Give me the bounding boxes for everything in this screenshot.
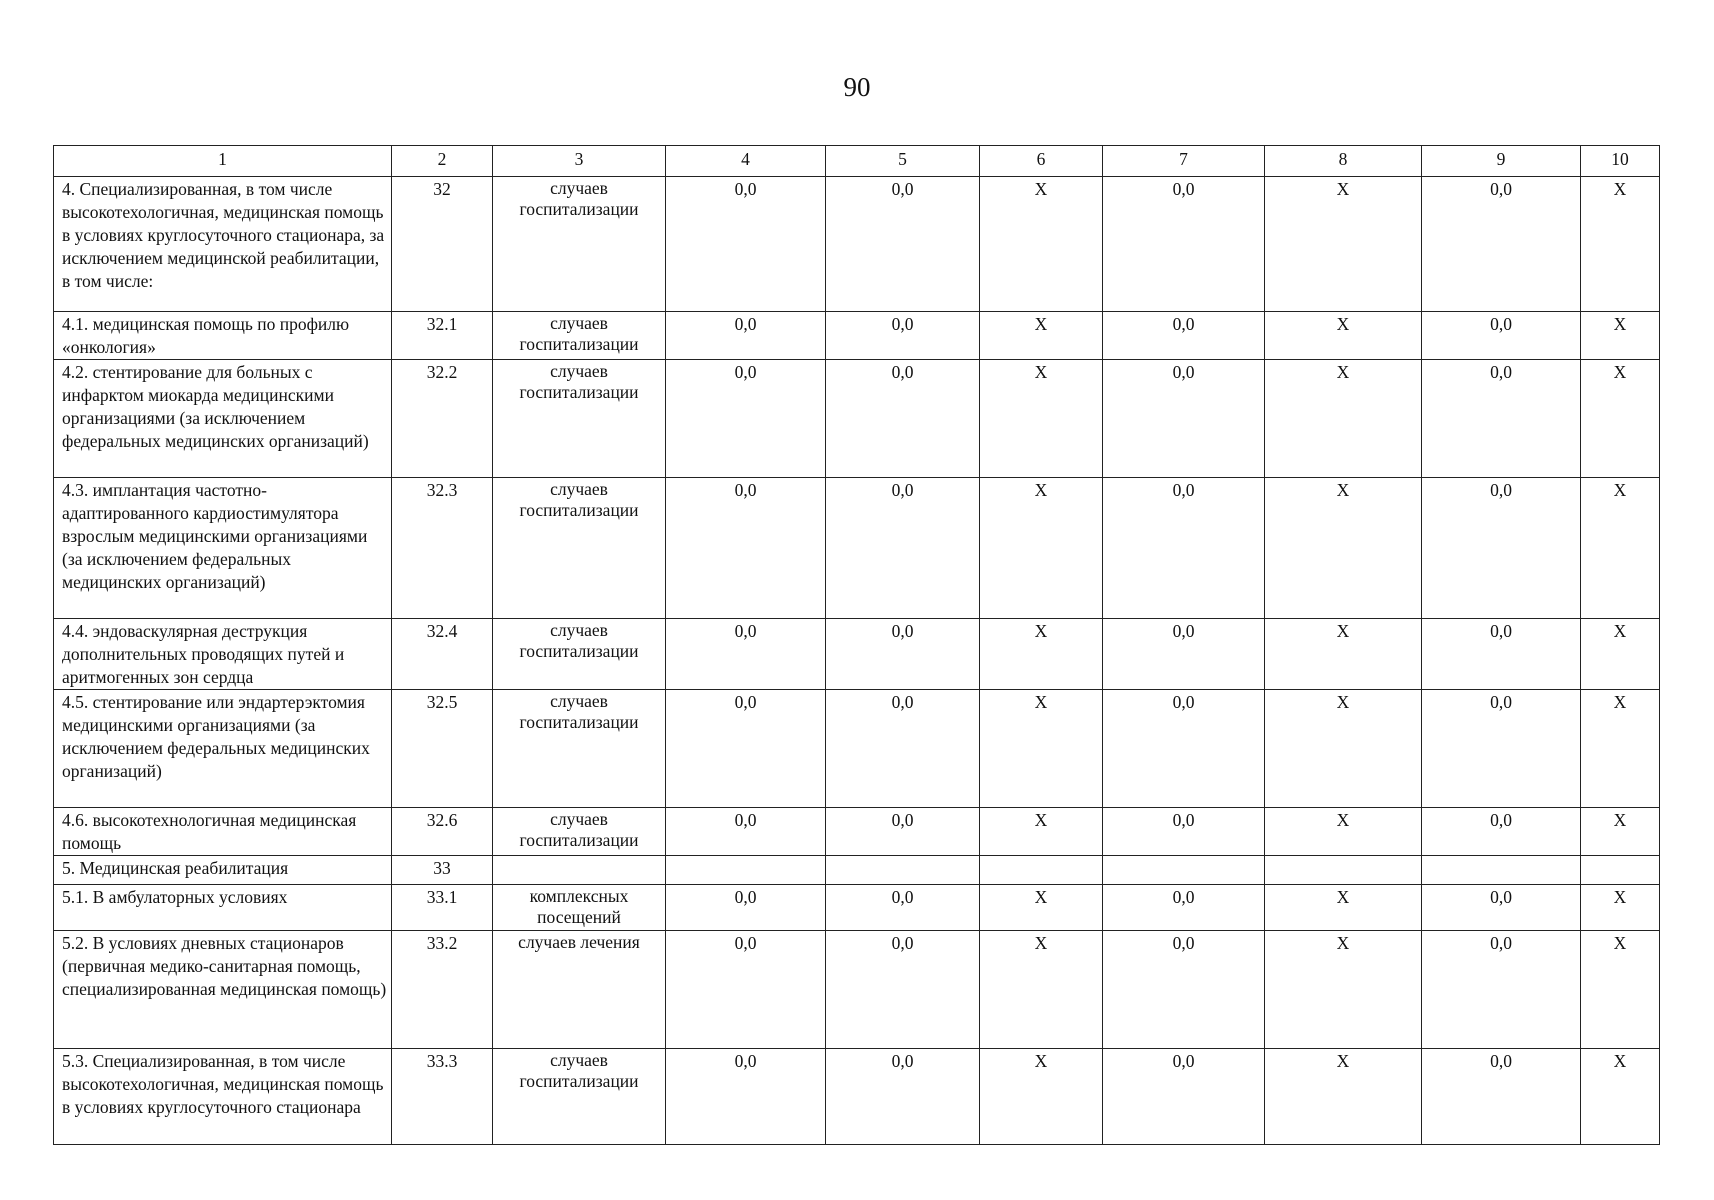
cell-col4: 0,0 — [666, 312, 826, 360]
cell-col7: 0,0 — [1103, 312, 1265, 360]
cell-col10 — [1581, 856, 1660, 885]
cell-col10: Х — [1581, 360, 1660, 478]
cell-col7: 0,0 — [1103, 885, 1265, 931]
row-name: 5.1. В амбулаторных условиях — [54, 885, 392, 931]
cell-col5: 0,0 — [826, 619, 980, 690]
cell-col8 — [1265, 856, 1422, 885]
cell-col4: 0,0 — [666, 1049, 826, 1145]
row-name: 4.3. имплантация частотно-адаптированного кардиостимулятора взрослым медицинскими организациями (за исключением федеральных медицинских организаций) — [54, 478, 392, 619]
cell-col4: 0,0 — [666, 885, 826, 931]
cell-col10: Х — [1581, 177, 1660, 312]
cell-col9: 0,0 — [1422, 808, 1581, 856]
cell-col5: 0,0 — [826, 885, 980, 931]
cell-col4: 0,0 — [666, 808, 826, 856]
cell-col5: 0,0 — [826, 1049, 980, 1145]
cell-col9: 0,0 — [1422, 360, 1581, 478]
cell-col8: Х — [1265, 360, 1422, 478]
row-name: 4.5. стентирование или эндартерэктомия медицинскими организациями (за исключением федеральных медицинских организаций) — [54, 690, 392, 808]
cell-col4: 0,0 — [666, 690, 826, 808]
cell-col7: 0,0 — [1103, 360, 1265, 478]
table-row — [54, 1049, 1660, 1145]
cell-col10: Х — [1581, 690, 1660, 808]
table-row — [54, 478, 1660, 619]
cell-col9: 0,0 — [1422, 177, 1581, 312]
table-row — [54, 177, 1660, 312]
cell-col4: 0,0 — [666, 177, 826, 312]
cell-col10: Х — [1581, 808, 1660, 856]
cell-col7: 0,0 — [1103, 808, 1265, 856]
row-unit: случаев госпитализации — [493, 312, 666, 360]
data-table — [53, 145, 1660, 1145]
cell-col7 — [1103, 856, 1265, 885]
cell-col6: Х — [980, 312, 1103, 360]
cell-col8: Х — [1265, 690, 1422, 808]
column-number: 1 — [54, 146, 392, 177]
column-number: 6 — [980, 146, 1103, 177]
cell-col7: 0,0 — [1103, 1049, 1265, 1145]
cell-col8: Х — [1265, 312, 1422, 360]
cell-col9: 0,0 — [1422, 885, 1581, 931]
table-row — [54, 690, 1660, 808]
row-unit: случаев госпитализации — [493, 808, 666, 856]
row-unit: случаев госпитализации — [493, 478, 666, 619]
row-name: 5.3. Специализированная, в том числе высокотехологичная, медицинская помощь в условиях круглосуточного стационара — [54, 1049, 392, 1145]
cell-col9: 0,0 — [1422, 619, 1581, 690]
cell-col7: 0,0 — [1103, 931, 1265, 1049]
cell-col4: 0,0 — [666, 478, 826, 619]
cell-col8: Х — [1265, 885, 1422, 931]
cell-col9 — [1422, 856, 1581, 885]
cell-col4: 0,0 — [666, 931, 826, 1049]
cell-col9: 0,0 — [1422, 312, 1581, 360]
cell-col4: 0,0 — [666, 619, 826, 690]
row-code: 33 — [392, 856, 493, 885]
cell-col4: 0,0 — [666, 360, 826, 478]
column-number: 2 — [392, 146, 493, 177]
row-unit: комплексных посещений — [493, 885, 666, 931]
row-code: 32.6 — [392, 808, 493, 856]
row-code: 32 — [392, 177, 493, 312]
cell-col7: 0,0 — [1103, 690, 1265, 808]
cell-col6 — [980, 856, 1103, 885]
row-code: 32.3 — [392, 478, 493, 619]
row-code: 32.1 — [392, 312, 493, 360]
cell-col5: 0,0 — [826, 690, 980, 808]
row-name: 5. Медицинская реабилитация — [54, 856, 392, 885]
cell-col8: Х — [1265, 1049, 1422, 1145]
cell-col4 — [666, 856, 826, 885]
row-name: 4.4. эндоваскулярная деструкция дополнительных проводящих путей и аритмогенных зон сердца — [54, 619, 392, 690]
column-number: 9 — [1422, 146, 1581, 177]
cell-col10: Х — [1581, 931, 1660, 1049]
row-name: 4.2. стентирование для больных с инфарктом миокарда медицинскими организациями (за исключением федеральных медицинских организаций) — [54, 360, 392, 478]
cell-col9: 0,0 — [1422, 690, 1581, 808]
cell-col9: 0,0 — [1422, 1049, 1581, 1145]
row-name: 4.6. высокотехнологичная медицинская помощь — [54, 808, 392, 856]
column-number: 4 — [666, 146, 826, 177]
cell-col6: Х — [980, 619, 1103, 690]
cell-col5 — [826, 856, 980, 885]
cell-col5: 0,0 — [826, 360, 980, 478]
column-number: 5 — [826, 146, 980, 177]
cell-col10: Х — [1581, 619, 1660, 690]
cell-col7: 0,0 — [1103, 619, 1265, 690]
row-code: 32.2 — [392, 360, 493, 478]
cell-col6: Х — [980, 478, 1103, 619]
table-row — [54, 856, 1660, 885]
cell-col6: Х — [980, 360, 1103, 478]
cell-col10: Х — [1581, 885, 1660, 931]
row-unit: случаев госпитализации — [493, 619, 666, 690]
cell-col6: Х — [980, 808, 1103, 856]
table-row — [54, 885, 1660, 931]
column-number: 10 — [1581, 146, 1660, 177]
cell-col8: Х — [1265, 177, 1422, 312]
cell-col6: Х — [980, 885, 1103, 931]
row-unit: случаев госпитализации — [493, 360, 666, 478]
row-code: 32.5 — [392, 690, 493, 808]
cell-col7: 0,0 — [1103, 478, 1265, 619]
cell-col10: Х — [1581, 312, 1660, 360]
row-unit: случаев госпитализации — [493, 177, 666, 312]
cell-col10: Х — [1581, 1049, 1660, 1145]
cell-col8: Х — [1265, 478, 1422, 619]
row-name: 4. Специализированная, в том числе высокотехологичная, медицинская помощь в условиях круглосуточного стационара, за исключением медицинской реабилитации, в том числе: — [54, 177, 392, 312]
column-number-row — [54, 146, 1660, 177]
cell-col8: Х — [1265, 931, 1422, 1049]
page-number: 90 — [843, 72, 871, 102]
row-unit — [493, 856, 666, 885]
row-unit: случаев госпитализации — [493, 690, 666, 808]
row-name: 5.2. В условиях дневных стационаров (первичная медико-санитарная помощь, специализированная медицинская помощь) — [54, 931, 392, 1049]
column-number: 7 — [1103, 146, 1265, 177]
table-row — [54, 619, 1660, 690]
cell-col5: 0,0 — [826, 478, 980, 619]
column-number: 8 — [1265, 146, 1422, 177]
table-row — [54, 360, 1660, 478]
column-number: 3 — [493, 146, 666, 177]
row-name: 4.1. медицинская помощь по профилю «онкология» — [54, 312, 392, 360]
cell-col5: 0,0 — [826, 312, 980, 360]
cell-col6: Х — [980, 177, 1103, 312]
row-code: 33.2 — [392, 931, 493, 1049]
table-row — [54, 312, 1660, 360]
cell-col5: 0,0 — [826, 808, 980, 856]
cell-col8: Х — [1265, 808, 1422, 856]
table-row — [54, 808, 1660, 856]
cell-col5: 0,0 — [826, 931, 980, 1049]
table-row — [54, 931, 1660, 1049]
cell-col7: 0,0 — [1103, 177, 1265, 312]
cell-col6: Х — [980, 690, 1103, 808]
cell-col9: 0,0 — [1422, 478, 1581, 619]
cell-col8: Х — [1265, 619, 1422, 690]
cell-col5: 0,0 — [826, 177, 980, 312]
row-unit: случаев лечения — [493, 931, 666, 1049]
cell-col9: 0,0 — [1422, 931, 1581, 1049]
cell-col6: Х — [980, 1049, 1103, 1145]
cell-col10: Х — [1581, 478, 1660, 619]
row-code: 33.1 — [392, 885, 493, 931]
row-code: 32.4 — [392, 619, 493, 690]
cell-col6: Х — [980, 931, 1103, 1049]
row-code: 33.3 — [392, 1049, 493, 1145]
row-unit: случаев госпитализации — [493, 1049, 666, 1145]
